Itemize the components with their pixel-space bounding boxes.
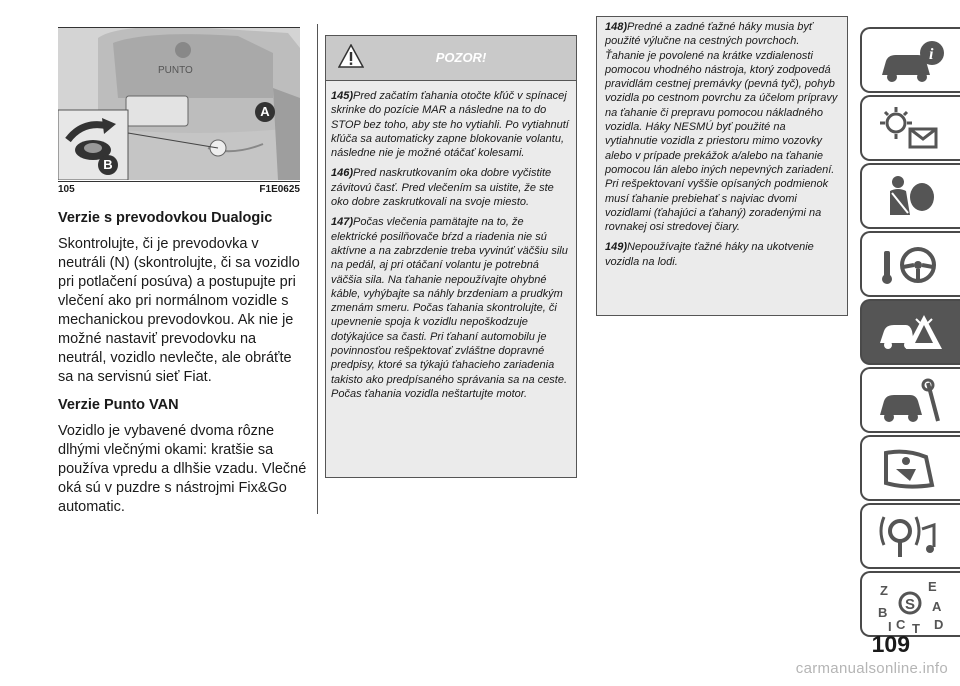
emergency-breakdown-icon xyxy=(876,309,946,359)
warning-header xyxy=(326,36,576,81)
note-148 xyxy=(605,20,841,234)
steering-key-icon xyxy=(876,241,946,291)
note-text: Predné a zadné ťažné háky musia byť použité výlučne na cestných povrchoch. Ťahanie je povolené na krátke vzdialenosti pomocou vhodného nástroja, ktorý zodpovedá pravidlám cestnej premávky (pevná tyč), pohyb vozidla po cestnom povrchu za účelom prípravy na ťahanie či prepravu pomocou nákladného vozidla. Háky NESMÚ byť použité na vytiahnutie vozidla z priestoru mimo vozovky alebo v prípade prekážok a/alebo na ťahanie pomocou lán alebo iných nepevných zariadení. Pri rešpektovaní vyššie opísaných podmienok musí ťahanie prebiehať s najviac dvomi vozidlami (ťahajúci a ťahaný) zoradenými na rovnakej osi stredovej čiary. xyxy=(605,21,838,234)
towing-eye-illustration xyxy=(58,27,300,180)
figure-code: F1E0625 xyxy=(259,184,300,195)
note-number: 149) xyxy=(605,241,628,254)
left-column xyxy=(58,210,308,527)
specifications-icon xyxy=(876,445,946,495)
heading-dualogic: Verzie s prevodovkou Dualogic xyxy=(58,210,273,226)
index-letter: C xyxy=(896,617,906,632)
warning-continuation-box xyxy=(596,16,848,316)
warning-box xyxy=(325,35,577,478)
note-number: 146) xyxy=(331,167,354,180)
note-number: 145) xyxy=(331,90,354,102)
index-letter: D xyxy=(934,617,944,632)
note-147 xyxy=(331,215,570,401)
column-divider xyxy=(317,24,318,514)
callout-a: A xyxy=(255,102,275,122)
car-badge-text: PUNTO xyxy=(158,65,193,76)
tab-multimedia[interactable] xyxy=(860,503,960,569)
note-146 xyxy=(331,166,570,209)
figure-caption xyxy=(58,181,300,195)
multimedia-icon xyxy=(876,513,946,563)
airbag-seatbelt-icon xyxy=(876,173,946,223)
paragraph-dualogic: Skontrolujte, či je prevodovka v neutráli (N) (skontrolujte, či sa vozidlo pri potlačení posúva) a postupujte pri vlečení ako pri normálnom vozidle s mechanickou prevodovkou. Ak nie je možné nastaviť prevodovku na neutrál, vozidlo nevlečte, ale obráťte sa na servisnú sieť Fiat. xyxy=(58,236,300,385)
index-letter: B xyxy=(878,605,888,620)
tab-emergency[interactable] xyxy=(860,299,960,365)
note-text: Nepoužívajte ťažné háky na ukotvenie vozidla na lodi. xyxy=(605,241,814,268)
note-text: Počas vlečenia pamätajte na to, že elektrické posilňovače bŕzd a riadenia nie sú aktívne a na zabrzdenie treba vyvinúť väčšiu silu na pedál, aj pri otáčaní volantu je potrebná väčšia sila. Na ťahanie nepoužívajte ohybné káble, vyhýbajte sa náhly brzdeniam a prudkým zmenám smeru. Počas ťahania skontrolujte, či upevnenie spoja k vozidlu nepoškodzuje dotýkajúce sa časti. Pri ťahaní automobilu je povinnosťou rešpektovať zvláštne dopravné predpisy, ktoré sa týkajú ťahacieho zariadenia takisto ako predpísaného správania sa na ceste. Počas ťahania vozidla neštartujte motor. xyxy=(331,216,568,400)
warning-title: POZOR! xyxy=(435,50,487,65)
watermark: carmanualsonline.info xyxy=(795,660,948,677)
note-text: Pred naskrutkovaním oka dobre vyčistite závitovú časť. Pred vlečením sa uistite, že ste oko dobre zaskrutkovali na svoje miesto. xyxy=(331,167,554,209)
note-text: Pred začatím ťahania otočte kľúč v spínacej skrinke do pozície MAR a následne na to do STOP bez toho, aby ste ho vytiahli. Po vytiahnutí kľúča sa automaticky zapne blokovanie volantu, následne nie je možné otáčať kolesami. xyxy=(331,90,569,160)
svg-text:i: i xyxy=(929,46,934,63)
tab-specifications[interactable] xyxy=(860,435,960,501)
heading-punto-van: Verzie Punto VAN xyxy=(58,397,179,413)
tab-safety[interactable] xyxy=(860,163,960,229)
note-number: 148) xyxy=(605,21,628,33)
tab-starting-driving[interactable] xyxy=(860,231,960,297)
note-number: 147) xyxy=(331,216,354,229)
car-maintenance-icon xyxy=(876,377,946,427)
tab-index[interactable] xyxy=(860,571,960,637)
note-149 xyxy=(605,240,841,269)
index-letter: E xyxy=(928,581,937,594)
tab-dashboard-lights[interactable] xyxy=(860,95,960,161)
index-letter: I xyxy=(888,619,892,634)
page-number: 109 xyxy=(871,631,910,657)
index-letter: A xyxy=(932,599,942,614)
car-info-icon xyxy=(876,37,946,87)
note-145 xyxy=(331,89,570,160)
index-letter: T xyxy=(912,621,920,635)
figure-number: 105 xyxy=(58,184,75,195)
index-icon xyxy=(876,581,946,635)
callout-b: B xyxy=(98,155,118,175)
paragraph-punto-van: Vozidlo je vybavené dvoma rôzne dlhými vlečnými okami: kratšie sa používa vpredu a dlhšie vzadu. Vlečné oká sú v puzdre s nástrojmi Fix&Go automatic. xyxy=(58,423,307,515)
index-letter: S xyxy=(905,596,916,613)
index-letter: Z xyxy=(880,583,888,598)
dashboard-lights-icon xyxy=(876,105,946,155)
tab-maintenance[interactable] xyxy=(860,367,960,433)
tab-car-info[interactable] xyxy=(860,27,960,93)
